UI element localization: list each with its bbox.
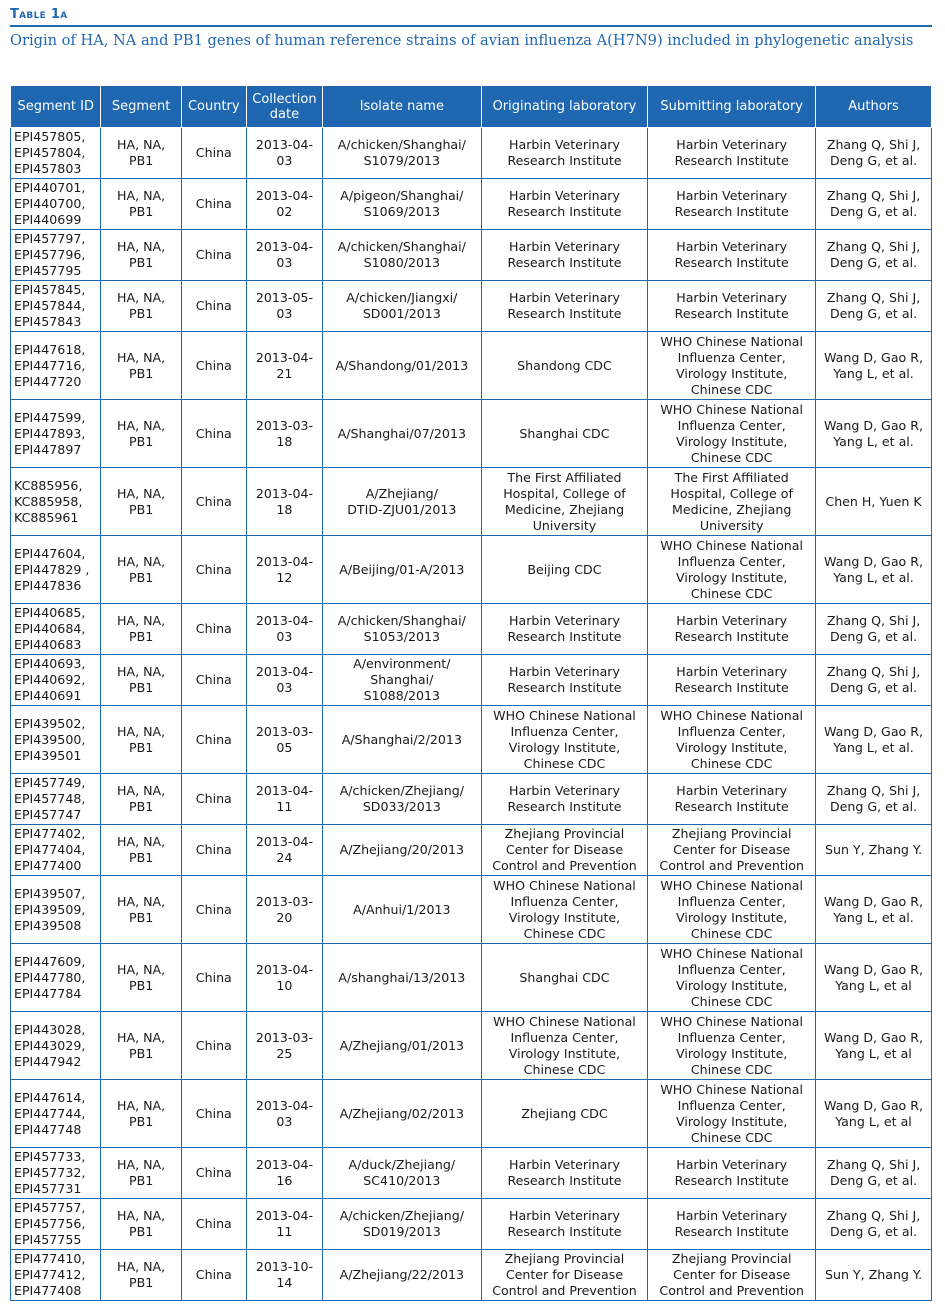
cell-segment-id: EPI447604, EPI447829 , EPI447836 bbox=[11, 536, 101, 604]
cell-isolate-name: A/Zhejiang/22/2013 bbox=[323, 1250, 482, 1301]
table-row bbox=[11, 944, 932, 1012]
cell-collection-date: 2013-04- 24 bbox=[246, 825, 322, 876]
cell-originating-lab: The First Affiliated Hospital, College of Medicine, Zhejiang University bbox=[481, 468, 648, 536]
cell-collection-date: 2013-10- 14 bbox=[246, 1250, 322, 1301]
cell-submitting-lab: WHO Chinese National Influenza Center, Virology Institute, Chinese CDC bbox=[648, 1080, 816, 1148]
cell-segment-id: EPI457757, EPI457756, EPI457755 bbox=[11, 1199, 101, 1250]
cell-country: China bbox=[181, 128, 246, 179]
cell-authors: Wang D, Gao R, Yang L, et al. bbox=[816, 400, 932, 468]
cell-authors: Wang D, Gao R, Yang L, et al. bbox=[816, 536, 932, 604]
cell-isolate-name: A/Shanghai/07/2013 bbox=[323, 400, 482, 468]
cell-originating-lab: Harbin Veterinary Research Institute bbox=[481, 230, 648, 281]
cell-collection-date: 2013-03- 18 bbox=[246, 400, 322, 468]
cell-country: China bbox=[181, 281, 246, 332]
cell-segment: HA, NA, PB1 bbox=[101, 1148, 181, 1199]
cell-country: China bbox=[181, 230, 246, 281]
cell-authors: Zhang Q, Shi J, Deng G, et al. bbox=[816, 179, 932, 230]
cell-submitting-lab: WHO Chinese National Influenza Center, Virology Institute, Chinese CDC bbox=[648, 944, 816, 1012]
cell-isolate-name: A/Beijing/01-A/2013 bbox=[323, 536, 482, 604]
cell-segment: HA, NA, PB1 bbox=[101, 604, 181, 655]
cell-authors: Wang D, Gao R, Yang L, et al bbox=[816, 1012, 932, 1080]
cell-isolate-name: A/Zhejiang/20/2013 bbox=[323, 825, 482, 876]
table-row bbox=[11, 179, 932, 230]
cell-country: China bbox=[181, 876, 246, 944]
cell-country: China bbox=[181, 1148, 246, 1199]
cell-segment-id: EPI447618, EPI447716, EPI447720 bbox=[11, 332, 101, 400]
cell-segment-id: EPI477410, EPI477412, EPI477408 bbox=[11, 1250, 101, 1301]
col-header-collection-date: Collection date bbox=[246, 86, 322, 128]
cell-segment-id: EPI457845, EPI457844, EPI457843 bbox=[11, 281, 101, 332]
cell-isolate-name: A/shanghai/13/2013 bbox=[323, 944, 482, 1012]
cell-authors: Zhang Q, Shi J, Deng G, et al. bbox=[816, 281, 932, 332]
cell-collection-date: 2013-04- 18 bbox=[246, 468, 322, 536]
cell-segment-id: EPI440685, EPI440684, EPI440683 bbox=[11, 604, 101, 655]
col-header-country: Country bbox=[181, 86, 246, 128]
table-row bbox=[11, 1148, 932, 1199]
cell-collection-date: 2013-05- 03 bbox=[246, 281, 322, 332]
cell-collection-date: 2013-04- 03 bbox=[246, 604, 322, 655]
cell-authors: Wang D, Gao R, Yang L, et al. bbox=[816, 876, 932, 944]
cell-originating-lab: Harbin Veterinary Research Institute bbox=[481, 774, 648, 825]
cell-segment: HA, NA, PB1 bbox=[101, 876, 181, 944]
col-header-segment-id: Segment ID bbox=[11, 86, 101, 128]
title-rule bbox=[10, 25, 932, 27]
cell-segment: HA, NA, PB1 bbox=[101, 706, 181, 774]
cell-segment: HA, NA, PB1 bbox=[101, 825, 181, 876]
cell-submitting-lab: Zhejiang Provincial Center for Disease Control and Prevention bbox=[648, 1250, 816, 1301]
cell-collection-date: 2013-03- 05 bbox=[246, 706, 322, 774]
cell-submitting-lab: WHO Chinese National Influenza Center, Virology Institute, Chinese CDC bbox=[648, 706, 816, 774]
cell-submitting-lab: Harbin Veterinary Research Institute bbox=[648, 230, 816, 281]
cell-submitting-lab: Harbin Veterinary Research Institute bbox=[648, 1199, 816, 1250]
cell-country: China bbox=[181, 944, 246, 1012]
cell-submitting-lab: WHO Chinese National Influenza Center, Virology Institute, Chinese CDC bbox=[648, 400, 816, 468]
cell-collection-date: 2013-04- 21 bbox=[246, 332, 322, 400]
cell-originating-lab: Harbin Veterinary Research Institute bbox=[481, 128, 648, 179]
cell-segment: HA, NA, PB1 bbox=[101, 468, 181, 536]
cell-collection-date: 2013-03- 20 bbox=[246, 876, 322, 944]
cell-segment: HA, NA, PB1 bbox=[101, 281, 181, 332]
cell-country: China bbox=[181, 1199, 246, 1250]
cell-collection-date: 2013-04- 10 bbox=[246, 944, 322, 1012]
cell-segment: HA, NA, PB1 bbox=[101, 1080, 181, 1148]
cell-authors: Wang D, Gao R, Yang L, et al bbox=[816, 944, 932, 1012]
cell-segment: HA, NA, PB1 bbox=[101, 128, 181, 179]
cell-submitting-lab: Harbin Veterinary Research Institute bbox=[648, 179, 816, 230]
cell-isolate-name: A/Zhejiang/01/2013 bbox=[323, 1012, 482, 1080]
cell-authors: Wang D, Gao R, Yang L, et al bbox=[816, 1080, 932, 1148]
cell-isolate-name: A/chicken/Shanghai/ S1053/2013 bbox=[323, 604, 482, 655]
cell-country: China bbox=[181, 1250, 246, 1301]
cell-country: China bbox=[181, 332, 246, 400]
col-header-submitting-lab: Submitting laboratory bbox=[648, 86, 816, 128]
cell-submitting-lab: WHO Chinese National Influenza Center, Virology Institute, Chinese CDC bbox=[648, 536, 816, 604]
cell-collection-date: 2013-04- 02 bbox=[246, 179, 322, 230]
table-header-row bbox=[11, 86, 932, 128]
table-row bbox=[11, 332, 932, 400]
cell-segment: HA, NA, PB1 bbox=[101, 332, 181, 400]
cell-collection-date: 2013-04- 03 bbox=[246, 1080, 322, 1148]
cell-submitting-lab: WHO Chinese National Influenza Center, Virology Institute, Chinese CDC bbox=[648, 1012, 816, 1080]
cell-isolate-name: A/Anhui/1/2013 bbox=[323, 876, 482, 944]
cell-authors: Sun Y, Zhang Y. bbox=[816, 1250, 932, 1301]
cell-segment-id: EPI457749, EPI457748, EPI457747 bbox=[11, 774, 101, 825]
table-row bbox=[11, 655, 932, 706]
table-row bbox=[11, 128, 932, 179]
cell-segment-id: EPI443028, EPI443029, EPI447942 bbox=[11, 1012, 101, 1080]
cell-authors: Sun Y, Zhang Y. bbox=[816, 825, 932, 876]
cell-segment: HA, NA, PB1 bbox=[101, 179, 181, 230]
cell-originating-lab: Zhejiang Provincial Center for Disease Control and Prevention bbox=[481, 825, 648, 876]
table-row bbox=[11, 230, 932, 281]
cell-segment: HA, NA, PB1 bbox=[101, 1199, 181, 1250]
col-header-authors: Authors bbox=[816, 86, 932, 128]
cell-originating-lab: Beijing CDC bbox=[481, 536, 648, 604]
cell-country: China bbox=[181, 825, 246, 876]
cell-country: China bbox=[181, 604, 246, 655]
table-row bbox=[11, 468, 932, 536]
cell-segment-id: EPI457733, EPI457732, EPI457731 bbox=[11, 1148, 101, 1199]
document-page bbox=[10, 6, 932, 1298]
cell-segment-id: EPI439502, EPI439500, EPI439501 bbox=[11, 706, 101, 774]
cell-segment-id: EPI447614, EPI447744, EPI447748 bbox=[11, 1080, 101, 1148]
table-row bbox=[11, 604, 932, 655]
col-header-originating-lab: Originating laboratory bbox=[481, 86, 648, 128]
cell-segment: HA, NA, PB1 bbox=[101, 774, 181, 825]
cell-authors: Zhang Q, Shi J, Deng G, et al. bbox=[816, 128, 932, 179]
cell-collection-date: 2013-04- 16 bbox=[246, 1148, 322, 1199]
table-row bbox=[11, 1012, 932, 1080]
cell-collection-date: 2013-04- 12 bbox=[246, 536, 322, 604]
cell-authors: Zhang Q, Shi J, Deng G, et al. bbox=[816, 604, 932, 655]
table-caption: Origin of HA, NA and PB1 genes of human reference strains of avian influenza A(H7N9) included in phylogenetic analysis bbox=[10, 32, 914, 49]
cell-authors: Wang D, Gao R, Yang L, et al. bbox=[816, 706, 932, 774]
cell-segment-id: KC885956, KC885958, KC885961 bbox=[11, 468, 101, 536]
cell-segment: HA, NA, PB1 bbox=[101, 655, 181, 706]
cell-collection-date: 2013-04- 03 bbox=[246, 230, 322, 281]
cell-originating-lab: Harbin Veterinary Research Institute bbox=[481, 604, 648, 655]
cell-segment-id: EPI440701, EPI440700, EPI440699 bbox=[11, 179, 101, 230]
cell-submitting-lab: Harbin Veterinary Research Institute bbox=[648, 281, 816, 332]
cell-isolate-name: A/chicken/Zhejiang/ SD019/2013 bbox=[323, 1199, 482, 1250]
cell-segment: HA, NA, PB1 bbox=[101, 230, 181, 281]
cell-segment-id: EPI457797, EPI457796, EPI457795 bbox=[11, 230, 101, 281]
cell-isolate-name: A/environment/ Shanghai/ S1088/2013 bbox=[323, 655, 482, 706]
cell-segment: HA, NA, PB1 bbox=[101, 400, 181, 468]
cell-country: China bbox=[181, 400, 246, 468]
cell-isolate-name: A/Zhejiang/ DTID-ZJU01/2013 bbox=[323, 468, 482, 536]
table-row bbox=[11, 706, 932, 774]
cell-submitting-lab: Zhejiang Provincial Center for Disease Control and Prevention bbox=[648, 825, 816, 876]
cell-originating-lab: Zhejiang CDC bbox=[481, 1080, 648, 1148]
cell-segment-id: EPI440693, EPI440692, EPI440691 bbox=[11, 655, 101, 706]
table-row bbox=[11, 876, 932, 944]
table-row bbox=[11, 400, 932, 468]
cell-segment-id: EPI457805, EPI457804, EPI457803 bbox=[11, 128, 101, 179]
cell-segment: HA, NA, PB1 bbox=[101, 944, 181, 1012]
cell-isolate-name: A/chicken/Shanghai/ S1079/2013 bbox=[323, 128, 482, 179]
cell-originating-lab: Shanghai CDC bbox=[481, 400, 648, 468]
table-row bbox=[11, 536, 932, 604]
table-row bbox=[11, 1080, 932, 1148]
cell-isolate-name: A/chicken/Shanghai/ S1080/2013 bbox=[323, 230, 482, 281]
cell-submitting-lab: WHO Chinese National Influenza Center, Virology Institute, Chinese CDC bbox=[648, 876, 816, 944]
cell-originating-lab: Shanghai CDC bbox=[481, 944, 648, 1012]
cell-submitting-lab: Harbin Veterinary Research Institute bbox=[648, 655, 816, 706]
cell-authors: Zhang Q, Shi J, Deng G, et al. bbox=[816, 1199, 932, 1250]
cell-submitting-lab: Harbin Veterinary Research Institute bbox=[648, 1148, 816, 1199]
cell-originating-lab: WHO Chinese National Influenza Center, Virology Institute, Chinese CDC bbox=[481, 706, 648, 774]
cell-segment: HA, NA, PB1 bbox=[101, 1250, 181, 1301]
cell-country: China bbox=[181, 468, 246, 536]
cell-collection-date: 2013-04- 03 bbox=[246, 655, 322, 706]
cell-country: China bbox=[181, 1012, 246, 1080]
cell-collection-date: 2013-03- 25 bbox=[246, 1012, 322, 1080]
cell-segment-id: EPI477402, EPI477404, EPI477400 bbox=[11, 825, 101, 876]
cell-segment-id: EPI447609, EPI447780, EPI447784 bbox=[11, 944, 101, 1012]
cell-submitting-lab: Harbin Veterinary Research Institute bbox=[648, 774, 816, 825]
cell-country: China bbox=[181, 774, 246, 825]
col-header-segment: Segment bbox=[101, 86, 181, 128]
cell-isolate-name: A/chicken/Jiangxi/ SD001/2013 bbox=[323, 281, 482, 332]
cell-originating-lab: Shandong CDC bbox=[481, 332, 648, 400]
cell-submitting-lab: Harbin Veterinary Research Institute bbox=[648, 128, 816, 179]
cell-segment-id: EPI447599, EPI447893, EPI447897 bbox=[11, 400, 101, 468]
cell-segment: HA, NA, PB1 bbox=[101, 536, 181, 604]
cell-segment: HA, NA, PB1 bbox=[101, 1012, 181, 1080]
table-row bbox=[11, 281, 932, 332]
cell-country: China bbox=[181, 655, 246, 706]
cell-submitting-lab: Harbin Veterinary Research Institute bbox=[648, 604, 816, 655]
table-row bbox=[11, 774, 932, 825]
cell-country: China bbox=[181, 536, 246, 604]
cell-isolate-name: A/Shandong/01/2013 bbox=[323, 332, 482, 400]
cell-country: China bbox=[181, 1080, 246, 1148]
strain-table bbox=[10, 85, 932, 1301]
table-label: Table 1a bbox=[10, 7, 68, 22]
cell-country: China bbox=[181, 179, 246, 230]
cell-originating-lab: Harbin Veterinary Research Institute bbox=[481, 179, 648, 230]
cell-originating-lab: WHO Chinese National Influenza Center, Virology Institute, Chinese CDC bbox=[481, 876, 648, 944]
cell-authors: Zhang Q, Shi J, Deng G, et al. bbox=[816, 230, 932, 281]
cell-authors: Zhang Q, Shi J, Deng G, et al. bbox=[816, 1148, 932, 1199]
table-row bbox=[11, 825, 932, 876]
cell-country: China bbox=[181, 706, 246, 774]
cell-isolate-name: A/chicken/Zhejiang/ SD033/2013 bbox=[323, 774, 482, 825]
cell-segment-id: EPI439507, EPI439509, EPI439508 bbox=[11, 876, 101, 944]
col-header-isolate-name: Isolate name bbox=[323, 86, 482, 128]
cell-isolate-name: A/duck/Zhejiang/ SC410/2013 bbox=[323, 1148, 482, 1199]
cell-originating-lab: Harbin Veterinary Research Institute bbox=[481, 281, 648, 332]
cell-isolate-name: A/pigeon/Shanghai/ S1069/2013 bbox=[323, 179, 482, 230]
cell-authors: Wang D, Gao R, Yang L, et al. bbox=[816, 332, 932, 400]
cell-collection-date: 2013-04-11 bbox=[246, 774, 322, 825]
cell-originating-lab: Harbin Veterinary Research Institute bbox=[481, 1199, 648, 1250]
cell-submitting-lab: The First Affiliated Hospital, College of Medicine, Zhejiang University bbox=[648, 468, 816, 536]
cell-submitting-lab: WHO Chinese National Influenza Center, Virology Institute, Chinese CDC bbox=[648, 332, 816, 400]
cell-originating-lab: Zhejiang Provincial Center for Disease Control and Prevention bbox=[481, 1250, 648, 1301]
cell-isolate-name: A/Shanghai/2/2013 bbox=[323, 706, 482, 774]
cell-originating-lab: Harbin Veterinary Research Institute bbox=[481, 655, 648, 706]
cell-collection-date: 2013-04-11 bbox=[246, 1199, 322, 1250]
cell-authors: Zhang Q, Shi J, Deng G, et al. bbox=[816, 655, 932, 706]
cell-isolate-name: A/Zhejiang/02/2013 bbox=[323, 1080, 482, 1148]
cell-originating-lab: WHO Chinese National Influenza Center, Virology Institute, Chinese CDC bbox=[481, 1012, 648, 1080]
cell-collection-date: 2013-04- 03 bbox=[246, 128, 322, 179]
table-row bbox=[11, 1250, 932, 1301]
cell-originating-lab: Harbin Veterinary Research Institute bbox=[481, 1148, 648, 1199]
table-row bbox=[11, 1199, 932, 1250]
cell-authors: Chen H, Yuen K bbox=[816, 468, 932, 536]
cell-authors: Zhang Q, Shi J, Deng G, et al. bbox=[816, 774, 932, 825]
